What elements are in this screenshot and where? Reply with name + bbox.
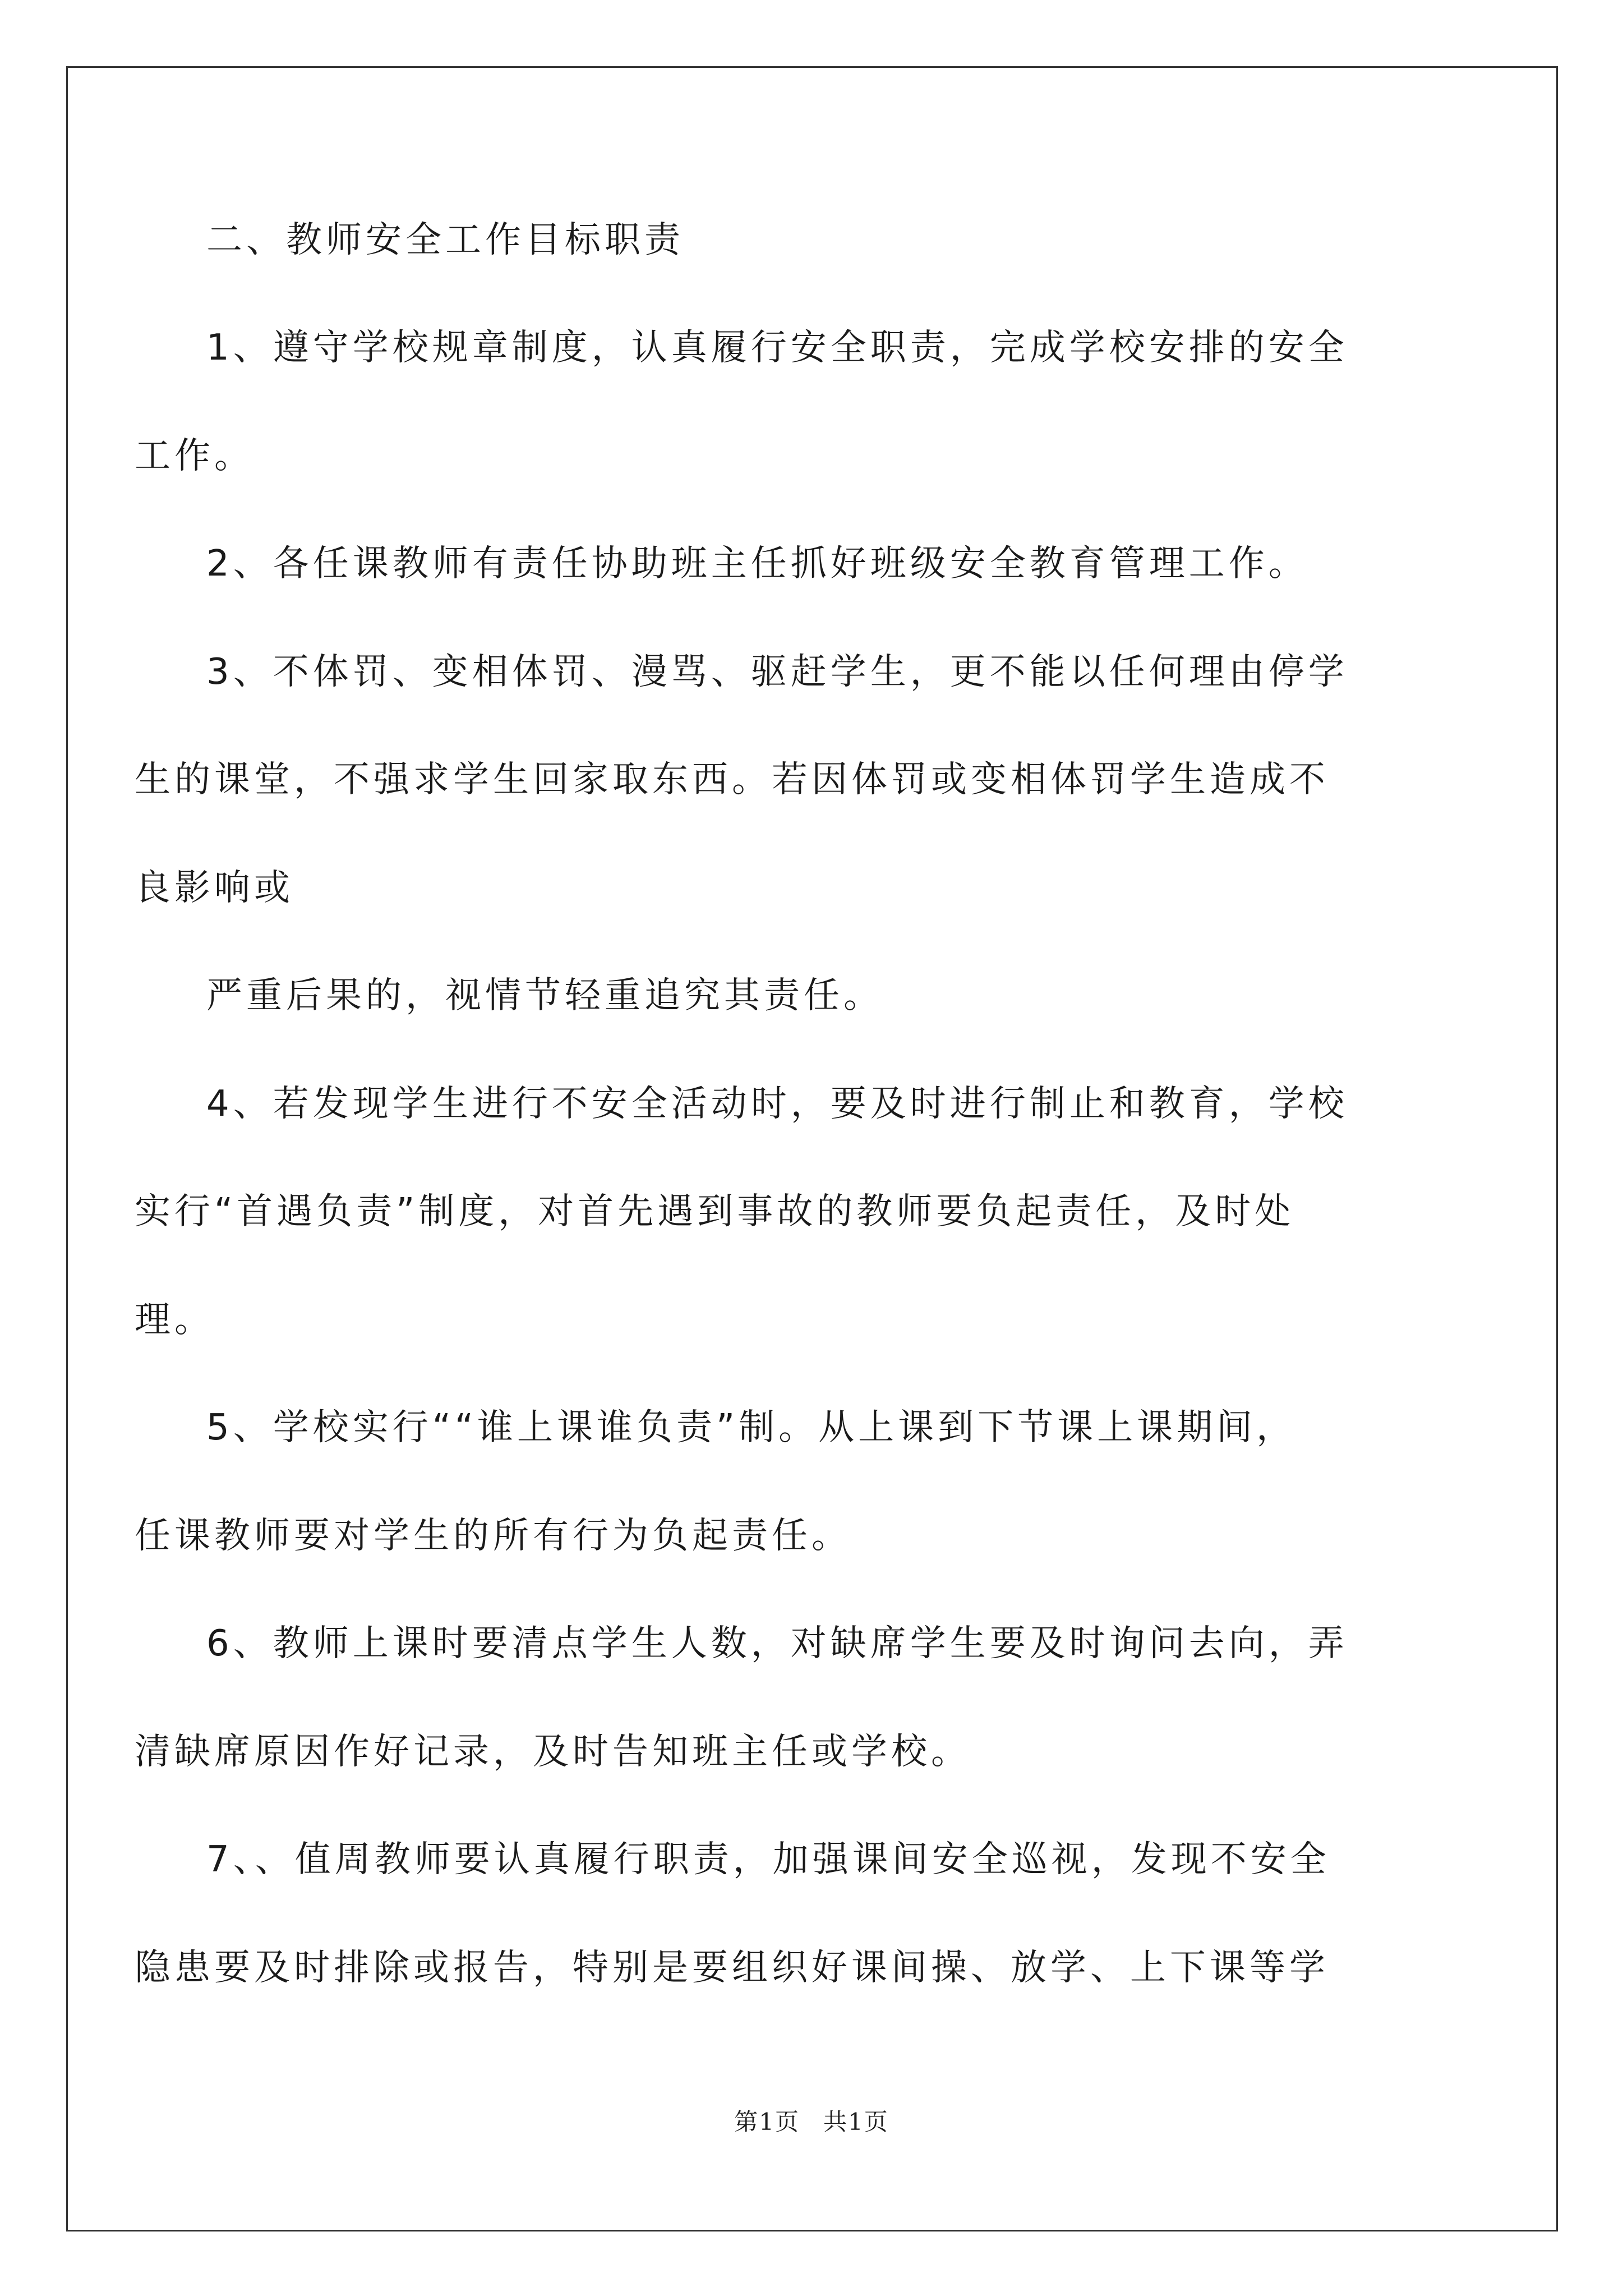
- page-total: 共1页: [823, 2108, 889, 2136]
- paragraph-line: 工作。: [135, 435, 254, 477]
- paragraph-line: 隐患要及时排除或报告，特别是要组织好课间操、放学、上下课等学: [135, 1947, 1329, 1989]
- paragraph-line: 清缺席原因作好记录，及时告知班主任或学校。: [135, 1731, 971, 1773]
- paragraph-line: 理。: [135, 1299, 214, 1341]
- paragraph-line: 任课教师要对学生的所有行为负起责任。: [135, 1515, 851, 1557]
- paragraph-line: 实行“首遇负责”制度，对首先遇到事故的教师要负起责任，及时处: [135, 1191, 1295, 1232]
- paragraph-line: 严重后果的，视情节轻重追究其责任。: [206, 975, 883, 1016]
- page-footer: [0, 2104, 1623, 2137]
- paragraph-line: 4、若发现学生进行不安全活动时，要及时进行制止和教育，学校: [206, 1083, 1348, 1125]
- paragraph-line: 7、、值周教师要认真履行职责，加强课间安全巡视，发现不安全: [206, 1839, 1330, 1880]
- paragraph-line: 6、教师上课时要清点学生人数，对缺席学生要及时询问去向，弄: [206, 1623, 1348, 1664]
- paragraph-line: 5、学校实行““谁上课谁负责”制。从上课到下节课上课期间，: [206, 1407, 1297, 1448]
- page-border: [66, 66, 1558, 2231]
- paragraph-line: 3、不体罚、变相体罚、漫骂、驱赶学生，更不能以任何理由停学: [206, 651, 1348, 693]
- paragraph-line: 2、各任课教师有责任协助班主任抓好班级安全教育管理工作。: [206, 543, 1308, 585]
- paragraph-line: 1、遵守学校规章制度，认真履行安全职责，完成学校安排的安全: [206, 327, 1348, 369]
- paragraph-line: 生的课堂，不强求学生回家取东西。若因体罚或变相体罚学生造成不: [135, 759, 1329, 800]
- paragraph-line: 良影响或: [135, 867, 294, 909]
- section-heading: 二、教师安全工作目标职责: [206, 219, 684, 261]
- page-number: 第1页: [734, 2108, 800, 2136]
